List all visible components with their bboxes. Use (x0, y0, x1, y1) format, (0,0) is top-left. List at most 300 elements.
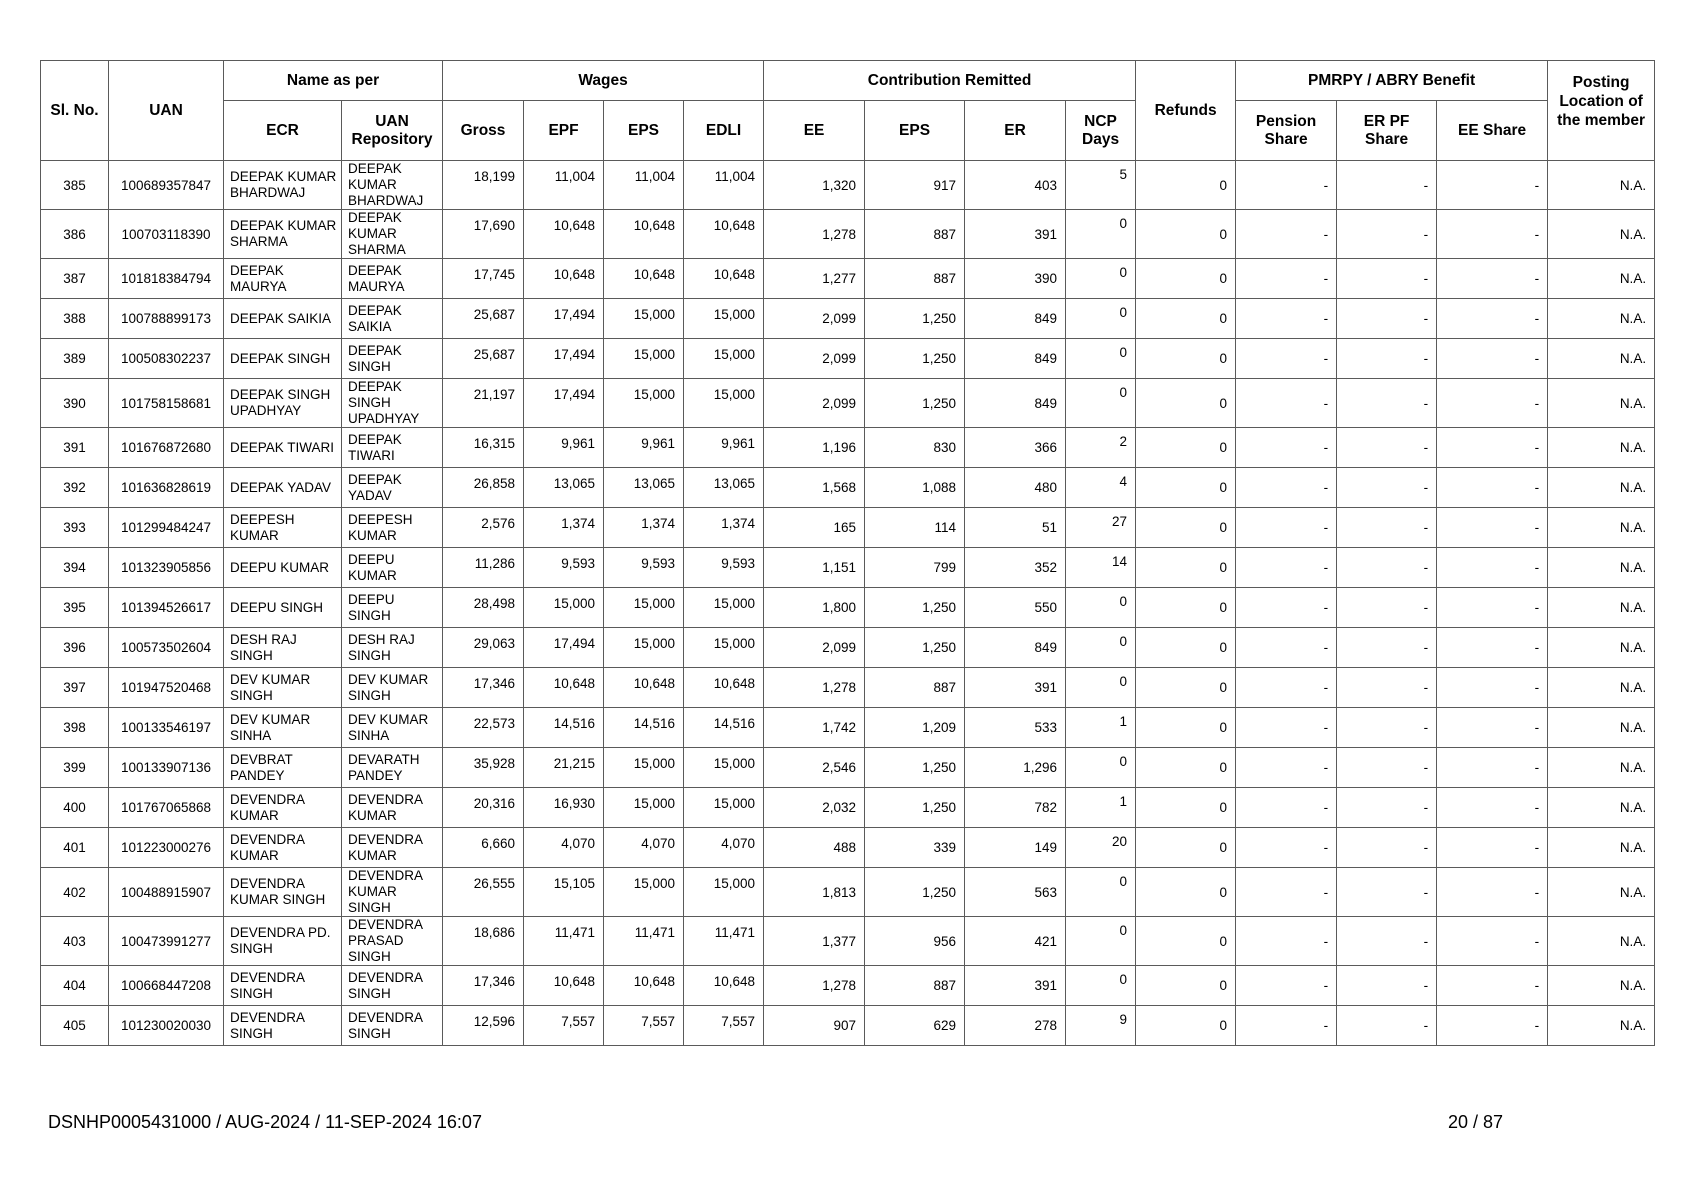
cell-posting-location: N.A. (1548, 161, 1655, 210)
cell-name-ecr: DEEPAK SINGH (224, 339, 342, 379)
cell-posting-location: N.A. (1548, 468, 1655, 508)
table-row (41, 917, 1655, 966)
cell-gross: 17,690 (443, 210, 524, 259)
cell-refunds: 0 (1136, 708, 1236, 748)
cell-eps: 15,000 (604, 748, 684, 788)
cell-refunds: 0 (1136, 379, 1236, 428)
cell-uan: 101299484247 (109, 508, 224, 548)
cell-uan: 101947520468 (109, 668, 224, 708)
cell-ee: 2,099 (764, 628, 865, 668)
table-row (41, 508, 1655, 548)
cell-epf: 4,070 (524, 828, 604, 868)
cell-epf: 11,471 (524, 917, 604, 966)
cell-er-pf-share: - (1337, 966, 1437, 1006)
cell-name-uan-repository: DEEPU KUMAR (342, 548, 443, 588)
cell-refunds: 0 (1136, 299, 1236, 339)
cell-edli: 15,000 (684, 628, 764, 668)
table-row (41, 588, 1655, 628)
cell-uan: 100133907136 (109, 748, 224, 788)
cell-edli: 1,374 (684, 508, 764, 548)
cell-contribution-eps: 887 (865, 210, 965, 259)
header-uan-repository: UAN Repository (342, 101, 443, 161)
cell-pension-share: - (1236, 966, 1337, 1006)
cell-ee: 1,278 (764, 668, 865, 708)
cell-edli: 15,000 (684, 339, 764, 379)
cell-ncp-days: 0 (1066, 668, 1136, 708)
cell-posting-location: N.A. (1548, 588, 1655, 628)
cell-edli: 9,961 (684, 428, 764, 468)
cell-ee-share: - (1437, 917, 1548, 966)
cell-ee: 1,800 (764, 588, 865, 628)
cell-contribution-eps: 629 (865, 1006, 965, 1046)
cell-pension-share: - (1236, 379, 1337, 428)
cell-eps: 15,000 (604, 588, 684, 628)
cell-ee: 1,813 (764, 868, 865, 917)
cell-contribution-eps: 799 (865, 548, 965, 588)
header-sl-no: Sl. No. (41, 61, 109, 161)
cell-posting-location: N.A. (1548, 668, 1655, 708)
cell-epf: 21,215 (524, 748, 604, 788)
cell-uan: 100508302237 (109, 339, 224, 379)
cell-name-uan-repository: DEEPAK TIWARI (342, 428, 443, 468)
cell-epf: 10,648 (524, 210, 604, 259)
cell-ncp-days: 0 (1066, 628, 1136, 668)
cell-ncp-days: 1 (1066, 708, 1136, 748)
cell-er-pf-share: - (1337, 1006, 1437, 1046)
table-row (41, 210, 1655, 259)
cell-name-uan-repository: DEEPAK SINGH (342, 339, 443, 379)
cell-edli: 11,004 (684, 161, 764, 210)
cell-epf: 17,494 (524, 379, 604, 428)
cell-sl-no: 399 (41, 748, 109, 788)
cell-refunds: 0 (1136, 508, 1236, 548)
cell-edli: 15,000 (684, 868, 764, 917)
cell-name-ecr: DEVENDRA KUMAR (224, 828, 342, 868)
cell-uan: 101394526617 (109, 588, 224, 628)
cell-er-pf-share: - (1337, 299, 1437, 339)
cell-er: 403 (965, 161, 1066, 210)
cell-ncp-days: 0 (1066, 868, 1136, 917)
cell-ee-share: - (1437, 868, 1548, 917)
cell-epf: 11,004 (524, 161, 604, 210)
header-refunds: Refunds (1136, 61, 1236, 161)
cell-edli: 10,648 (684, 210, 764, 259)
cell-refunds: 0 (1136, 668, 1236, 708)
cell-ncp-days: 0 (1066, 917, 1136, 966)
cell-eps: 10,648 (604, 259, 684, 299)
cell-edli: 7,557 (684, 1006, 764, 1046)
cell-ee: 488 (764, 828, 865, 868)
cell-er: 849 (965, 299, 1066, 339)
cell-ee-share: - (1437, 708, 1548, 748)
cell-ee: 1,196 (764, 428, 865, 468)
cell-ee: 2,099 (764, 299, 865, 339)
cell-ee-share: - (1437, 748, 1548, 788)
cell-eps: 4,070 (604, 828, 684, 868)
cell-pension-share: - (1236, 161, 1337, 210)
cell-er: 849 (965, 339, 1066, 379)
cell-gross: 12,596 (443, 1006, 524, 1046)
cell-gross: 21,197 (443, 379, 524, 428)
cell-ee: 1,742 (764, 708, 865, 748)
cell-er-pf-share: - (1337, 379, 1437, 428)
table-row (41, 788, 1655, 828)
cell-contribution-eps: 114 (865, 508, 965, 548)
cell-contribution-eps: 1,209 (865, 708, 965, 748)
cell-ncp-days: 14 (1066, 548, 1136, 588)
header-contribution-remitted: Contribution Remitted (764, 61, 1136, 101)
cell-name-uan-repository: DEVENDRA SINGH (342, 966, 443, 1006)
cell-name-uan-repository: DEEPAK SAIKIA (342, 299, 443, 339)
cell-name-ecr: DEVENDRA PD. SINGH (224, 917, 342, 966)
cell-sl-no: 389 (41, 339, 109, 379)
cell-pension-share: - (1236, 210, 1337, 259)
cell-epf: 14,516 (524, 708, 604, 748)
cell-uan: 101230020030 (109, 1006, 224, 1046)
cell-er-pf-share: - (1337, 588, 1437, 628)
cell-ee-share: - (1437, 588, 1548, 628)
cell-name-uan-repository: DEEPAK KUMAR SHARMA (342, 210, 443, 259)
cell-ee: 1,277 (764, 259, 865, 299)
cell-er-pf-share: - (1337, 161, 1437, 210)
cell-epf: 10,648 (524, 668, 604, 708)
cell-name-ecr: DEEPAK KUMAR BHARDWAJ (224, 161, 342, 210)
cell-sl-no: 385 (41, 161, 109, 210)
cell-epf: 7,557 (524, 1006, 604, 1046)
header-uan: UAN (109, 61, 224, 161)
table-row (41, 628, 1655, 668)
cell-refunds: 0 (1136, 588, 1236, 628)
cell-posting-location: N.A. (1548, 868, 1655, 917)
cell-eps: 10,648 (604, 668, 684, 708)
cell-epf: 13,065 (524, 468, 604, 508)
cell-edli: 15,000 (684, 379, 764, 428)
cell-edli: 13,065 (684, 468, 764, 508)
cell-ncp-days: 0 (1066, 588, 1136, 628)
cell-refunds: 0 (1136, 628, 1236, 668)
cell-contribution-eps: 917 (865, 161, 965, 210)
cell-er-pf-share: - (1337, 788, 1437, 828)
cell-contribution-eps: 887 (865, 966, 965, 1006)
cell-name-ecr: DEVENDRA KUMAR (224, 788, 342, 828)
cell-name-uan-repository: DEVENDRA KUMAR (342, 788, 443, 828)
cell-ee: 1,568 (764, 468, 865, 508)
cell-name-uan-repository: DEVENDRA KUMAR (342, 828, 443, 868)
cell-edli: 15,000 (684, 788, 764, 828)
cell-pension-share: - (1236, 668, 1337, 708)
cell-name-uan-repository: DEEPAK KUMAR BHARDWAJ (342, 161, 443, 210)
header-wages: Wages (443, 61, 764, 101)
cell-name-ecr: DEEPAK YADAV (224, 468, 342, 508)
cell-sl-no: 395 (41, 588, 109, 628)
cell-gross: 25,687 (443, 339, 524, 379)
cell-er: 782 (965, 788, 1066, 828)
cell-ee-share: - (1437, 548, 1548, 588)
cell-posting-location: N.A. (1548, 508, 1655, 548)
cell-ee: 1,278 (764, 210, 865, 259)
cell-eps: 15,000 (604, 339, 684, 379)
cell-epf: 16,930 (524, 788, 604, 828)
header-ee: EE (764, 101, 865, 161)
cell-edli: 11,471 (684, 917, 764, 966)
header-er: ER (965, 101, 1066, 161)
cell-eps: 15,000 (604, 299, 684, 339)
cell-ncp-days: 5 (1066, 161, 1136, 210)
cell-uan: 101767065868 (109, 788, 224, 828)
table-row (41, 299, 1655, 339)
cell-edli: 10,648 (684, 668, 764, 708)
cell-posting-location: N.A. (1548, 917, 1655, 966)
cell-gross: 26,858 (443, 468, 524, 508)
cell-er: 352 (965, 548, 1066, 588)
cell-edli: 15,000 (684, 299, 764, 339)
cell-pension-share: - (1236, 828, 1337, 868)
cell-ee-share: - (1437, 788, 1548, 828)
cell-posting-location: N.A. (1548, 748, 1655, 788)
cell-contribution-eps: 887 (865, 259, 965, 299)
cell-uan: 101223000276 (109, 828, 224, 868)
cell-ee: 1,151 (764, 548, 865, 588)
cell-ee-share: - (1437, 259, 1548, 299)
cell-refunds: 0 (1136, 788, 1236, 828)
cell-er-pf-share: - (1337, 508, 1437, 548)
cell-refunds: 0 (1136, 917, 1236, 966)
cell-er: 533 (965, 708, 1066, 748)
cell-epf: 10,648 (524, 259, 604, 299)
cell-name-ecr: DEV KUMAR SINGH (224, 668, 342, 708)
table-row (41, 868, 1655, 917)
footer-document-id: DSNHP0005431000 / AUG-2024 / 11-SEP-2024 16:07 (48, 1112, 482, 1132)
cell-posting-location: N.A. (1548, 548, 1655, 588)
cell-posting-location: N.A. (1548, 259, 1655, 299)
cell-er-pf-share: - (1337, 210, 1437, 259)
cell-edli: 14,516 (684, 708, 764, 748)
cell-ee: 2,546 (764, 748, 865, 788)
cell-uan: 101676872680 (109, 428, 224, 468)
cell-er: 563 (965, 868, 1066, 917)
cell-ee: 907 (764, 1006, 865, 1046)
cell-posting-location: N.A. (1548, 966, 1655, 1006)
cell-gross: 11,286 (443, 548, 524, 588)
table-row (41, 1006, 1655, 1046)
cell-ncp-days: 0 (1066, 748, 1136, 788)
cell-sl-no: 391 (41, 428, 109, 468)
cell-pension-share: - (1236, 917, 1337, 966)
cell-ee: 2,099 (764, 339, 865, 379)
cell-sl-no: 396 (41, 628, 109, 668)
cell-eps: 1,374 (604, 508, 684, 548)
cell-contribution-eps: 830 (865, 428, 965, 468)
cell-pension-share: - (1236, 788, 1337, 828)
cell-ee-share: - (1437, 668, 1548, 708)
cell-edli: 10,648 (684, 259, 764, 299)
cell-er-pf-share: - (1337, 668, 1437, 708)
cell-name-uan-repository: DEEPAK YADAV (342, 468, 443, 508)
cell-contribution-eps: 339 (865, 828, 965, 868)
cell-uan: 100689357847 (109, 161, 224, 210)
cell-posting-location: N.A. (1548, 708, 1655, 748)
cell-refunds: 0 (1136, 161, 1236, 210)
header-epf: EPF (524, 101, 604, 161)
cell-epf: 17,494 (524, 299, 604, 339)
cell-sl-no: 398 (41, 708, 109, 748)
cell-gross: 25,687 (443, 299, 524, 339)
cell-gross: 26,555 (443, 868, 524, 917)
cell-refunds: 0 (1136, 339, 1236, 379)
cell-gross: 17,346 (443, 966, 524, 1006)
cell-er-pf-share: - (1337, 428, 1437, 468)
cell-ee: 1,320 (764, 161, 865, 210)
cell-gross: 17,745 (443, 259, 524, 299)
cell-name-ecr: DEEPAK SAIKIA (224, 299, 342, 339)
cell-posting-location: N.A. (1548, 299, 1655, 339)
table-row (41, 828, 1655, 868)
cell-refunds: 0 (1136, 1006, 1236, 1046)
cell-name-ecr: DEEPU KUMAR (224, 548, 342, 588)
cell-contribution-eps: 1,250 (865, 339, 965, 379)
table-row (41, 748, 1655, 788)
cell-er-pf-share: - (1337, 468, 1437, 508)
cell-er: 149 (965, 828, 1066, 868)
cell-ncp-days: 27 (1066, 508, 1136, 548)
table-row (41, 708, 1655, 748)
cell-pension-share: - (1236, 588, 1337, 628)
cell-epf: 15,000 (524, 588, 604, 628)
cell-ee-share: - (1437, 628, 1548, 668)
cell-er: 849 (965, 379, 1066, 428)
cell-er: 391 (965, 210, 1066, 259)
cell-name-uan-repository: DEV KUMAR SINGH (342, 668, 443, 708)
cell-er: 421 (965, 917, 1066, 966)
cell-contribution-eps: 1,250 (865, 748, 965, 788)
header-gross: Gross (443, 101, 524, 161)
cell-name-ecr: DESH RAJ SINGH (224, 628, 342, 668)
cell-ee: 1,278 (764, 966, 865, 1006)
cell-name-uan-repository: DEEPAK MAURYA (342, 259, 443, 299)
header-edli: EDLI (684, 101, 764, 161)
cell-uan: 100488915907 (109, 868, 224, 917)
table-row (41, 468, 1655, 508)
cell-eps: 15,000 (604, 788, 684, 828)
cell-gross: 35,928 (443, 748, 524, 788)
cell-pension-share: - (1236, 468, 1337, 508)
cell-er: 849 (965, 628, 1066, 668)
cell-uan: 100473991277 (109, 917, 224, 966)
cell-sl-no: 397 (41, 668, 109, 708)
cell-name-ecr: DEEPU SINGH (224, 588, 342, 628)
cell-name-ecr: DEVENDRA SINGH (224, 1006, 342, 1046)
table-row (41, 548, 1655, 588)
cell-refunds: 0 (1136, 868, 1236, 917)
cell-gross: 18,199 (443, 161, 524, 210)
cell-refunds: 0 (1136, 548, 1236, 588)
cell-eps: 11,471 (604, 917, 684, 966)
cell-epf: 17,494 (524, 339, 604, 379)
cell-er: 51 (965, 508, 1066, 548)
cell-refunds: 0 (1136, 210, 1236, 259)
cell-edli: 15,000 (684, 588, 764, 628)
cell-posting-location: N.A. (1548, 428, 1655, 468)
cell-eps: 15,000 (604, 868, 684, 917)
cell-gross: 29,063 (443, 628, 524, 668)
cell-sl-no: 393 (41, 508, 109, 548)
cell-contribution-eps: 1,088 (865, 468, 965, 508)
cell-pension-share: - (1236, 259, 1337, 299)
cell-ee-share: - (1437, 161, 1548, 210)
cell-er-pf-share: - (1337, 259, 1437, 299)
cell-ee-share: - (1437, 339, 1548, 379)
cell-pension-share: - (1236, 548, 1337, 588)
cell-pension-share: - (1236, 339, 1337, 379)
cell-pension-share: - (1236, 708, 1337, 748)
cell-eps: 9,593 (604, 548, 684, 588)
cell-name-uan-repository: DEEPAK SINGH UPADHYAY (342, 379, 443, 428)
table-row (41, 161, 1655, 210)
cell-ncp-days: 0 (1066, 210, 1136, 259)
cell-epf: 10,648 (524, 966, 604, 1006)
header-name-as-per: Name as per (224, 61, 443, 101)
table-row (41, 428, 1655, 468)
header-ee-share: EE Share (1437, 101, 1548, 161)
cell-ee-share: - (1437, 468, 1548, 508)
cell-ee-share: - (1437, 828, 1548, 868)
cell-name-ecr: DEEPAK KUMAR SHARMA (224, 210, 342, 259)
cell-epf: 9,961 (524, 428, 604, 468)
cell-ncp-days: 1 (1066, 788, 1136, 828)
cell-contribution-eps: 1,250 (865, 868, 965, 917)
cell-eps: 15,000 (604, 628, 684, 668)
cell-name-ecr: DEV KUMAR SINHA (224, 708, 342, 748)
cell-pension-share: - (1236, 508, 1337, 548)
cell-ee-share: - (1437, 379, 1548, 428)
cell-contribution-eps: 887 (865, 668, 965, 708)
cell-er: 391 (965, 966, 1066, 1006)
cell-eps: 15,000 (604, 379, 684, 428)
cell-name-uan-repository: DEEPESH KUMAR (342, 508, 443, 548)
cell-ncp-days: 0 (1066, 339, 1136, 379)
cell-contribution-eps: 1,250 (865, 588, 965, 628)
cell-pension-share: - (1236, 748, 1337, 788)
cell-contribution-eps: 1,250 (865, 788, 965, 828)
cell-refunds: 0 (1136, 259, 1236, 299)
cell-ee-share: - (1437, 1006, 1548, 1046)
cell-ncp-days: 0 (1066, 259, 1136, 299)
cell-sl-no: 400 (41, 788, 109, 828)
cell-er-pf-share: - (1337, 917, 1437, 966)
cell-epf: 15,105 (524, 868, 604, 917)
cell-name-uan-repository: DEEPU SINGH (342, 588, 443, 628)
cell-ee-share: - (1437, 508, 1548, 548)
table-row (41, 966, 1655, 1006)
cell-epf: 17,494 (524, 628, 604, 668)
cell-uan: 101636828619 (109, 468, 224, 508)
header-pension-share: Pension Share (1236, 101, 1337, 161)
cell-er-pf-share: - (1337, 628, 1437, 668)
cell-sl-no: 390 (41, 379, 109, 428)
cell-uan: 100133546197 (109, 708, 224, 748)
table-row (41, 259, 1655, 299)
cell-name-ecr: DEVBRAT PANDEY (224, 748, 342, 788)
cell-sl-no: 402 (41, 868, 109, 917)
cell-gross: 18,686 (443, 917, 524, 966)
cell-name-ecr: DEVENDRA KUMAR SINGH (224, 868, 342, 917)
cell-eps: 14,516 (604, 708, 684, 748)
cell-refunds: 0 (1136, 828, 1236, 868)
cell-name-ecr: DEEPAK MAURYA (224, 259, 342, 299)
cell-ee: 165 (764, 508, 865, 548)
cell-name-ecr: DEVENDRA SINGH (224, 966, 342, 1006)
cell-uan: 101818384794 (109, 259, 224, 299)
